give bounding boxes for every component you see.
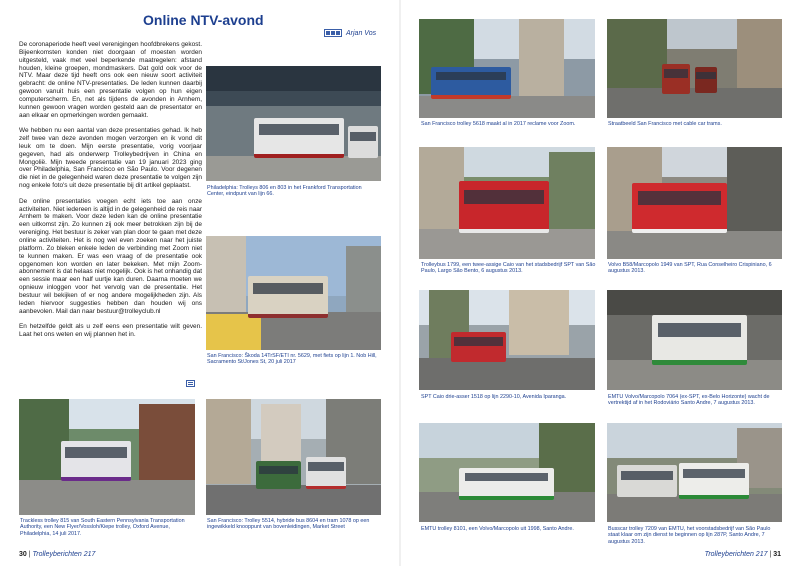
article-title: Online NTV-avond (143, 12, 264, 28)
photo-emtu-8101 (419, 423, 595, 522)
photo-sf-market-street (206, 399, 381, 515)
camera-icon (324, 29, 342, 37)
photo-emtu-7064 (607, 290, 782, 390)
caption: SPT Caio drie-asser 1518 op lijn 2290-10, Avenida Iparanga. (421, 394, 567, 400)
paragraph: De coronaperiode heeft veel verenigingen hoofdbrekens gekost. Bijeenkomsten konden niet doorgaan of moesten worden uitgesteld, vaak met veel beperkende maatregelen: afstand houden, kleine groepen, mondmaskers. Dat gold ook voor de NTV. Maar deze tijd heeft ons ook een nieuw soort activiteit gebracht: de online NTV-presentaties. De leden kunnen daarbij gewoon vanuit huis een presentatie volgen op hun eigen computerscherm. En, net als tijdens de avonden in Arnhem, kunnen gewoon vragen worden gesteld aan de presentator en aan elkaar en opmerkingen worden gemaakt. (19, 41, 202, 119)
paragraph: En hetzelfde geldt als u zelf eens een presentatie wilt geven. Laat het ons weten en wij plannen het in. (19, 323, 202, 339)
caption: Volvo B58/Marcopolo 1949 van SPT, Rua Conselheiro Crispiniano, 6 augustus 2013. (608, 262, 772, 275)
photo-spt-caio-1518 (419, 290, 595, 390)
paragraph: We hebben nu een aantal van deze presentaties gehad. Ik heb zelf twee van deze avonden mogen verzorgen en ik vond dit leuk om te doen. Mijn eerste presentatie, vorig voorjaar gegeven, had als onderwerp Trolleybedrijven in China en Mongolië. Mijn tweede presentatie van 19 januari 2023 ging over Philadelphia, San Francisco en São Paulo. Voor degenen die niet in de gelegenheid waren deze presentatie te volgen zijn nog enkele foto's uit deze presentatie bij dit artikel geplaatst. (19, 127, 202, 190)
caption: EMTU trolley 8101, een Volvo/Marcopolo uit 1998, Santo Andre. (421, 526, 574, 532)
caption: Trolleybus 1799, een twee-assige Caio van het stadsbedrijf SPT van São Paulo, Largo São Bento, 6 augustus 2013. (421, 262, 596, 275)
caption: San Francisco trolley 5618 maakt al in 2017 reclame voor Zoom. (421, 121, 576, 127)
caption: Trackless trolley 815 van South Eastern Pennsylvania Transportation Authority, een New Flyer/Vossloh/Kiepe trolley, Oxford Avenue, Philadelphia, 14 juli 2017. (20, 518, 185, 537)
article-end-icon (186, 380, 195, 387)
photo-volvo-b58 (607, 147, 782, 259)
photo-sf-zoom (419, 19, 595, 118)
footer-right: Trolleyberichten 217 | 31 (704, 551, 781, 558)
caption: Straatbeeld San Francisco met cable car trams. (608, 121, 722, 127)
footer-left: 30 | Trolleyberichten 217 (19, 551, 96, 558)
photo-busscar-7209 (607, 423, 782, 522)
page-number: 30 (19, 551, 27, 558)
page-spine (399, 0, 401, 566)
caption: San Francisco: Trolley 5514, hybride bus 8604 en tram 1078 op een ingewikkeld knooppunt van bovenleidingen, Market Street (207, 518, 370, 531)
caption: Philadelphia: Trolleys 806 en 803 in het Frankford Transportation Center, eindpunt van lijn 66. (207, 185, 362, 198)
caption: EMTU Volvo/Marcopolo 7064 (ex-SPT, ex-Belo Horizonte) wacht de vertrektijd af in het Rodoviário Santo Andre, 7 augustus 2013. (608, 394, 770, 407)
photo-trackless-815 (19, 399, 195, 515)
article-body (19, 41, 202, 347)
photo-sf-nob-hill (206, 236, 381, 350)
page-number: 31 (773, 551, 781, 558)
magazine-title: Trolleyberichten 217 (32, 551, 96, 558)
caption: Busscar trolley 7209 van EMTU, het voorstadsbedrijf van São Paulo staat klaar om zijn dienst te beginnen op lijn 287P, Santo Andre, 7 augustus 2013. (608, 526, 771, 545)
photo-philadelphia-frankford (206, 66, 381, 181)
author-name: Arjan Vos (346, 29, 377, 37)
photo-sf-cable-car (607, 19, 782, 118)
paragraph: De online presentaties voegen echt iets toe aan onze activiteiten. Niet iedereen is altijd in de gelegenheid de reis naar Arnhem te maken. Voor deze leden kan de online presentatie een uitkomst zijn. Zo kunnen zij ook meer betrokken zijn bij de vereniging. Het bestuur is zeker van plan door te gaan met deze online activiteiten. Het is nog wel even zoeken naar het juiste platform. Zo bleken enkele leden de verbinding met Zoom niet te kunnen maken. Er was een vraag of de presentatie ook opgenomen kon worden en later bekeken. Met mijn Zoom-abonnement is dat helaas niet mogelijk. Ook is het onhandig dat een sessie maar een half uurtje kan duren. Daarna moeten we opnieuw inloggen voor het vervolg van de presentatie. Het bestuur wil bekijken of er nog andere mogelijkheden zijn. Als leden hiervoor suggesties hebben dan houden wij ons aanbevolen. Mail dan naar bestuur@trolleyclub.nl (19, 197, 202, 315)
photo-trolleybus-1799 (419, 147, 595, 259)
magazine-title: Trolleyberichten 217 (704, 551, 768, 558)
caption: San Francisco: Škoda 14TrSF/ETI nr. 5629, met fiets op lijn 1. Nob Hill, Sacramento St/Jones St, 20 juli 2017 (207, 353, 377, 366)
author-byline (324, 29, 376, 37)
